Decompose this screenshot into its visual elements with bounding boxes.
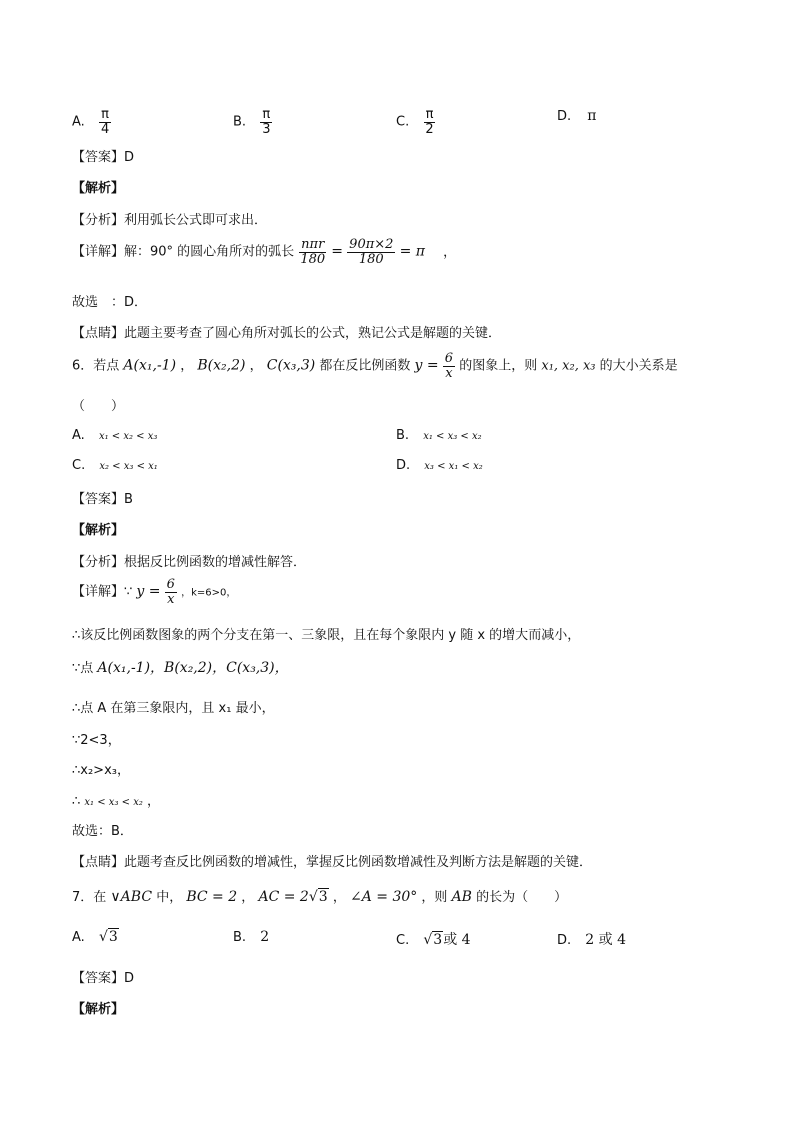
q6-option-d: [396, 458, 483, 473]
analysis-title: 解析: [85, 181, 112, 196]
q6-line6: [72, 790, 160, 809]
equals-sign: =: [331, 243, 344, 260]
option-label: A.: [72, 114, 85, 130]
option-value: x₁ < x₂ < x₃: [98, 431, 158, 442]
option-value: x₃ < x₁ < x₂: [424, 461, 483, 472]
option-value: 2 或 4: [585, 932, 627, 948]
q7-option-d: [557, 929, 626, 949]
q6-dianjing: 【点睛】此题考查反比例函数的增减性，掌握反比例函数增减性及判断方法是解题的关键．: [72, 855, 593, 870]
q7-answer: 【答案】D: [72, 971, 135, 986]
q7-analysis-heading: 【解析】: [72, 1002, 125, 1017]
q6-line1: ∴该反比例函数图象的两个分支在第一、三象限，且在每个象限内 y 随 x 的增大而减小，: [72, 628, 581, 643]
function-y: y =: [414, 357, 439, 374]
denominator: 4: [100, 121, 110, 137]
option-label: A.: [72, 930, 85, 945]
q6-line3: ∴点 A 在第三象限内，且 x₁ 最小，: [72, 701, 275, 716]
q6-detail: [72, 578, 236, 606]
square-root: √3: [308, 889, 328, 905]
q6-fenxi: 【分析】根据反比例函数的增减性解答．: [72, 555, 307, 570]
q6-line4: ∵2<3，: [72, 733, 121, 748]
k-value: ，k=6>0，: [181, 587, 237, 599]
stem-tail: 的大小关系是: [599, 358, 678, 374]
radicand: 3: [433, 932, 443, 948]
denominator: 3: [262, 121, 271, 137]
numerator: 6: [166, 577, 175, 592]
detail-prefix: 【详解】解：90° 的圆心角所对的弧长: [72, 244, 295, 260]
option-label: C.: [396, 933, 410, 948]
detail-prefix: 【详解】∵: [72, 584, 133, 600]
q5-answer: 【答案】D: [72, 150, 135, 165]
option-label: A.: [72, 428, 85, 443]
q7-option-a: [72, 929, 119, 945]
numerator: π: [425, 107, 434, 122]
fraction: [443, 352, 455, 380]
q5-detail: [72, 238, 456, 266]
q6-answer: 【答案】B: [72, 492, 133, 507]
option-label: C.: [72, 458, 86, 473]
point-a: A(x₁,-1): [123, 357, 177, 374]
result: = π: [399, 243, 425, 260]
numerator: 6: [444, 351, 454, 366]
q5-option-b: [233, 108, 272, 136]
q6-analysis-heading: 【解析】: [72, 523, 125, 538]
q6-option-c: [72, 458, 158, 473]
q7-option-c: [396, 929, 471, 949]
stem-in: 中，: [156, 890, 183, 905]
punctuation: ，: [249, 358, 263, 374]
q5-choice: 故选 ：D．: [72, 295, 148, 310]
q5-option-c: [396, 108, 436, 136]
numerator: nπr: [301, 237, 325, 252]
stem-start: 6．若点: [72, 358, 120, 374]
denominator: x: [167, 591, 175, 607]
q6-paren: （ ）: [72, 399, 125, 414]
stem-tail: 的长为（ ）: [476, 890, 568, 905]
q5-option-d: [557, 108, 597, 124]
radicand: 3: [318, 889, 328, 905]
denominator: 180: [300, 251, 326, 267]
numerator: π: [262, 107, 271, 122]
point-c: C(x₃,3): [266, 357, 316, 374]
fraction: [260, 108, 272, 136]
line-prefix: ∴: [72, 794, 81, 809]
function-y: y =: [136, 583, 161, 600]
fraction: [99, 108, 111, 136]
fraction: [423, 108, 435, 136]
q5-fenxi: 【分析】利用弧长公式即可求出．: [72, 213, 268, 228]
option-label: B.: [396, 428, 410, 443]
option-label: B.: [233, 114, 247, 130]
option-tail: 或 4: [443, 932, 471, 948]
q7-stem: [72, 886, 567, 905]
option-value: π: [587, 108, 597, 124]
inequality: x₁ < x₃ < x₂: [84, 797, 143, 808]
analysis-title: 解析: [85, 523, 112, 538]
q6-line5: ∴x₂>x₃，: [72, 763, 130, 778]
denominator: 2: [425, 121, 434, 137]
angle-a: ∠A = 30°: [349, 889, 418, 905]
option-label: D.: [557, 109, 572, 124]
option-label: B.: [233, 930, 247, 945]
option-label: D.: [396, 458, 411, 473]
q5-analysis-heading: 【解析】: [72, 181, 125, 196]
stem-end: 的图象上，则: [459, 358, 538, 374]
point-b: B(x₂,2): [197, 357, 246, 374]
punctuation: ，: [180, 358, 194, 374]
q6-line2: [72, 657, 289, 677]
numerator: π: [101, 107, 109, 122]
option-value: 2: [260, 929, 270, 945]
fraction: [298, 238, 327, 266]
variables: x₁, x₂, x₃: [541, 358, 596, 374]
line-prefix: ∵点: [72, 661, 94, 676]
punctuation: ，: [443, 244, 457, 260]
q6-choice: 故选：B．: [72, 824, 133, 839]
fraction: [347, 238, 395, 266]
square-root: √3: [423, 932, 443, 948]
stem-end: ，则: [421, 890, 448, 905]
punctuation: ，: [332, 890, 346, 905]
stem-middle: 都在反比例函数: [319, 358, 411, 374]
numerator: 90π×2: [349, 237, 394, 252]
option-label: D.: [557, 933, 572, 948]
radicand: 3: [108, 929, 118, 945]
option-value: x₂ < x₃ < x₁: [99, 461, 158, 472]
side-ac: AC = 2: [258, 889, 309, 905]
punctuation: ，: [146, 794, 160, 809]
option-value: x₁ < x₃ < x₂: [423, 431, 482, 442]
q5-dianjing: 【点睛】此题主要考查了圆心角所对弧长的公式，熟记公式是解题的关键．: [72, 326, 502, 341]
q6-option-b: [396, 428, 482, 443]
option-label: C.: [396, 114, 410, 130]
q6-stem: [72, 352, 678, 380]
punctuation: ，: [241, 890, 255, 905]
stem-start: 7．在: [72, 890, 107, 905]
q6-option-a: [72, 428, 157, 443]
q5-option-a: [72, 108, 111, 136]
q7-option-b: [233, 929, 269, 945]
denominator: x: [445, 365, 453, 381]
points: A(x₁,-1)，B(x₂,2)，C(x₃,3)，: [97, 660, 289, 676]
triangle: ∨ABC: [110, 889, 153, 905]
denominator: 180: [358, 251, 384, 267]
fraction: [165, 578, 177, 606]
side-ab: AB: [451, 889, 472, 905]
analysis-title: 解析: [85, 1002, 112, 1017]
square-root: √3: [98, 929, 118, 945]
side-bc: BC = 2: [186, 889, 238, 905]
